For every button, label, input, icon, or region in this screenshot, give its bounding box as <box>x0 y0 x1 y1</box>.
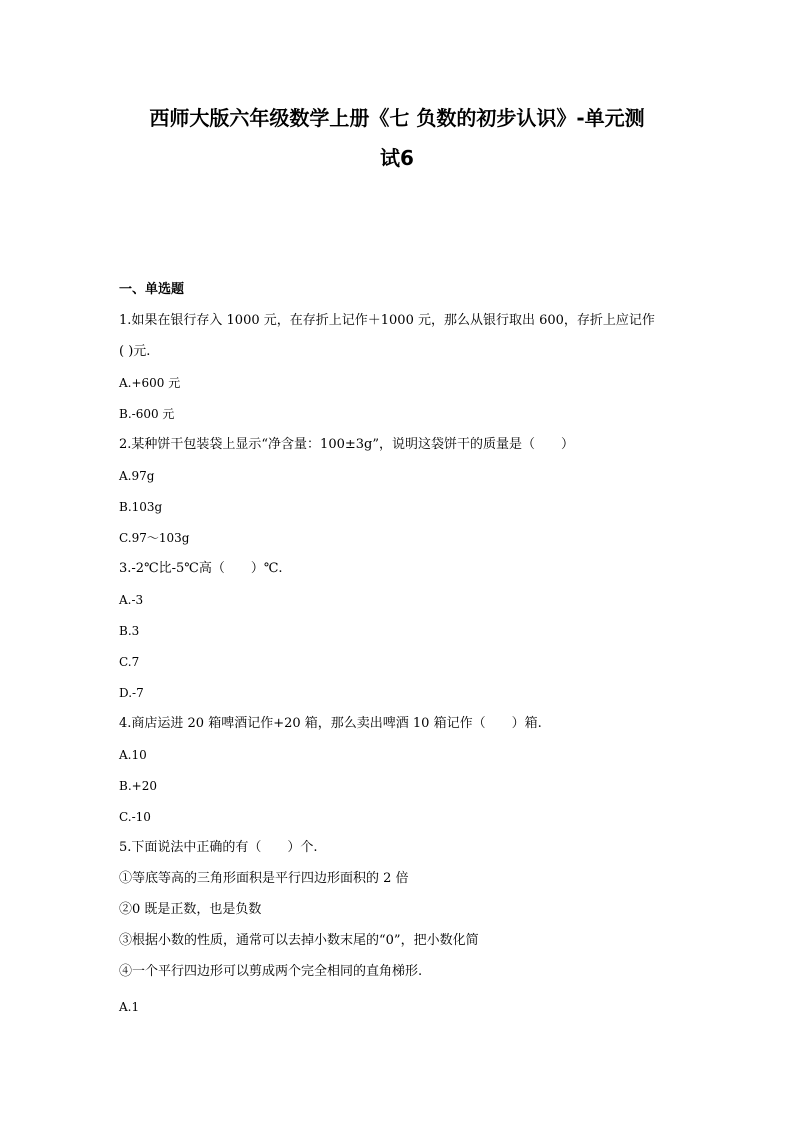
answer-option: A.-3 <box>119 593 144 607</box>
answer-option: A.1 <box>119 1000 140 1014</box>
answer-option: C.97～103g <box>119 531 190 545</box>
question-text: ③根据小数的性质，通常可以去掉小数末尾的“0”，把小数化简 <box>119 933 479 948</box>
answer-option: A.+600 元 <box>119 376 181 390</box>
answer-option: B.+20 <box>119 779 157 793</box>
question-text: 4.商店运进 20 箱啤酒记作+20 箱，那么卖出啤酒 10 箱记作（ ）箱. <box>119 716 542 731</box>
question-text: ( )元. <box>119 344 151 359</box>
answer-option: C.7 <box>119 655 140 669</box>
question-text: ②0 既是正数，也是负数 <box>119 902 262 917</box>
document-title-line-1: 西师大版六年级数学上册《七 负数的初步认识》-单元测 <box>149 106 645 130</box>
question-text: 1.如果在银行存入 1000 元，在存折上记作＋1000 元，那么从银行取出 600，存折上应记作 <box>119 313 655 328</box>
question-text: 5.下面说法中正确的有（ ）个. <box>119 840 318 855</box>
document-title-line-2: 试6 <box>380 146 414 170</box>
answer-option: A.97g <box>119 469 155 483</box>
question-text: ④一个平行四边形可以剪成两个完全相同的直角梯形. <box>119 964 423 979</box>
section-heading: 一、单选题 <box>119 282 185 297</box>
question-text: 3.-2℃比-5℃高（ ）℃. <box>119 561 283 576</box>
answer-option: B.-600 元 <box>119 407 175 421</box>
question-text: ①等底等高的三角形面积是平行四边形面积的 2 倍 <box>119 871 409 886</box>
question-text: 2.某种饼干包装袋上显示“净含量：100±3g”，说明这袋饼干的质量是（ ） <box>119 437 574 452</box>
answer-option: B.103g <box>119 500 163 514</box>
answer-option: D.-7 <box>119 686 144 700</box>
answer-option: A.10 <box>119 748 147 762</box>
answer-option: C.-10 <box>119 810 151 824</box>
answer-option: B.3 <box>119 624 140 638</box>
